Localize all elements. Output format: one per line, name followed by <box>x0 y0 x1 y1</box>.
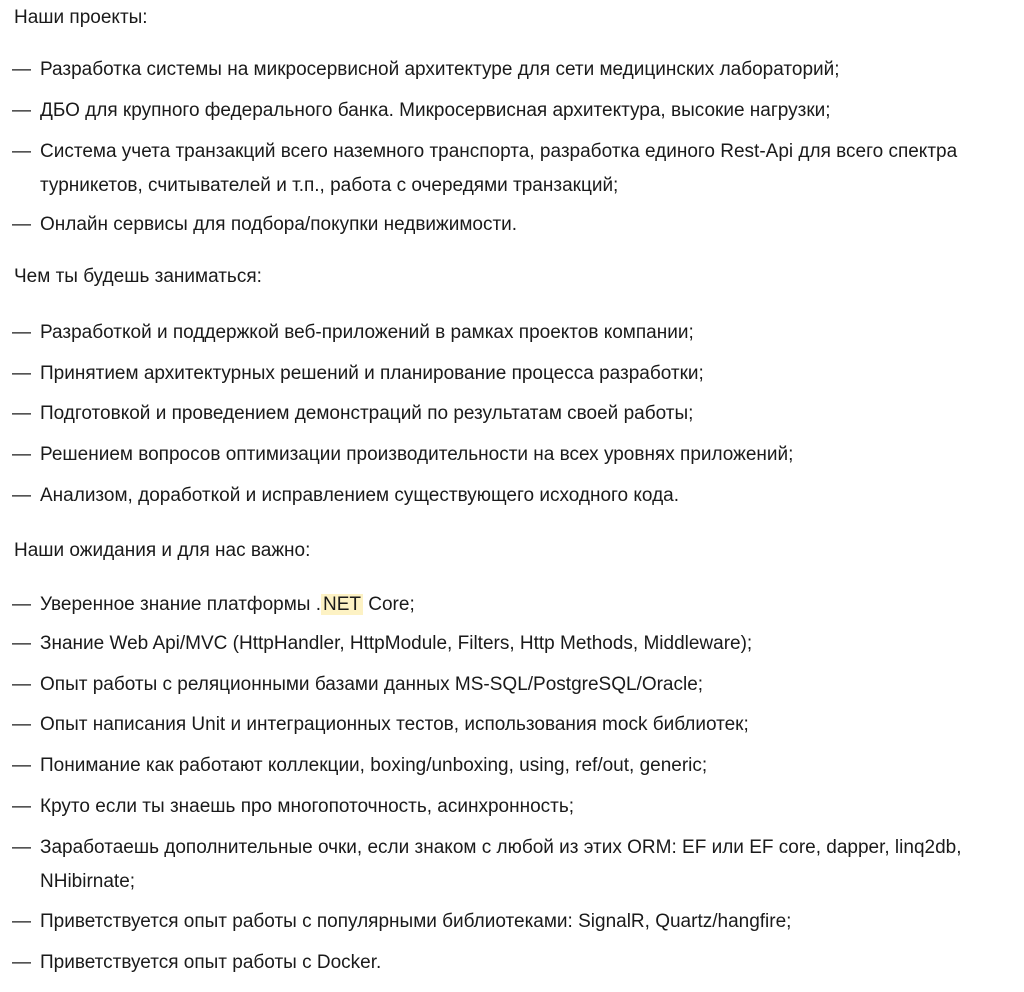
dash-bullet: — <box>12 837 31 858</box>
list-item <box>12 321 1012 350</box>
list-item <box>12 713 1012 742</box>
list-item-text: Знание Web Api/MVC (HttpHandler, HttpModule, Filters, Http Methods, Middleware); <box>40 633 753 654</box>
list-item <box>12 593 1012 622</box>
dash-bullet: — <box>12 755 31 776</box>
dash-bullet: — <box>12 714 31 735</box>
dash-bullet: — <box>12 141 31 162</box>
list-item-text: Принятием архитектурных решений и планирование процесса разработки; <box>40 363 704 384</box>
list-item <box>12 951 1012 980</box>
list-item-text: Система учета транзакций всего наземного транспорта, разработка единого Rest-Api для всего спектра турникетов, считывателей и т.п., работа с очередями транзакций; <box>40 141 958 196</box>
expectations-heading: Наши ожидания и для нас важно: <box>14 540 311 561</box>
list-item <box>12 213 1012 242</box>
dash-bullet: — <box>12 59 31 80</box>
list-item-text: Приветствуется опыт работы с популярными библиотеками: SignalR, Quartz/hangfire; <box>40 911 792 932</box>
list-item-text: Решением вопросов оптимизации производительности на всех уровнях приложений; <box>40 444 794 465</box>
list-item-text-part: Core; <box>362 594 415 615</box>
responsibilities-heading: Чем ты будешь заниматься: <box>14 266 262 287</box>
list-item-text: Разработкой и поддержкой веб-приложений в рамках проектов компании; <box>40 322 694 343</box>
list-item-text: ДБО для крупного федерального банка. Микросервисная архитектура, высокие нагрузки; <box>40 100 831 121</box>
list-item-text: Анализом, доработкой и исправлением существующего исходного кода. <box>40 485 679 506</box>
list-item <box>12 140 1012 203</box>
dash-bullet: — <box>12 363 31 384</box>
dash-bullet: — <box>12 796 31 817</box>
list-item-text: Заработаешь дополнительные очки, если знаком с любой из этих ORM: EF или EF core, dapper, linq2db, NHibirnate; <box>40 837 962 892</box>
list-item-text: Подготовкой и проведением демонстраций по результатам своей работы; <box>40 403 694 424</box>
list-item <box>12 754 1012 783</box>
dash-bullet: — <box>12 633 31 654</box>
list-item <box>12 836 1012 899</box>
list-item-text: Круто если ты знаешь про многопоточность, асинхронность; <box>40 796 575 817</box>
dash-bullet: — <box>12 674 31 695</box>
dash-bullet: — <box>12 214 31 235</box>
list-item-text: Разработка системы на микросервисной архитектуре для сети медицинских лабораторий; <box>40 59 840 80</box>
dash-bullet: — <box>12 485 31 506</box>
list-item-text: Онлайн сервисы для подбора/покупки недвижимости. <box>40 214 518 235</box>
list-item <box>12 910 1012 939</box>
projects-heading: Наши проекты: <box>14 7 148 28</box>
highlighted-term: NET <box>322 594 361 615</box>
dash-bullet: — <box>12 322 31 343</box>
list-item <box>12 58 1012 87</box>
list-item-text: Понимание как работают коллекции, boxing/unboxing, using, ref/out, generic; <box>40 755 708 776</box>
list-item <box>12 484 1012 513</box>
list-item-text: Приветствуется опыт работы с Docker. <box>40 952 382 973</box>
dash-bullet: — <box>12 403 31 424</box>
dash-bullet: — <box>12 444 31 465</box>
list-item <box>12 632 1012 661</box>
list-item <box>12 795 1012 824</box>
dash-bullet: — <box>12 911 31 932</box>
list-item-text-part: Уверенное знание платформы . <box>40 594 321 615</box>
dash-bullet: — <box>12 952 31 973</box>
list-item <box>12 673 1012 702</box>
dash-bullet: — <box>12 100 31 121</box>
dash-bullet: — <box>12 594 31 615</box>
list-item-text: Опыт написания Unit и интеграционных тестов, использования mock библиотек; <box>40 714 749 735</box>
list-item <box>12 402 1012 431</box>
list-item <box>12 99 1012 128</box>
list-item-text: Опыт работы с реляционными базами данных MS-SQL/PostgreSQL/Oracle; <box>40 674 704 695</box>
list-item <box>12 362 1012 391</box>
list-item <box>12 443 1012 472</box>
list-item-text <box>40 588 1012 622</box>
